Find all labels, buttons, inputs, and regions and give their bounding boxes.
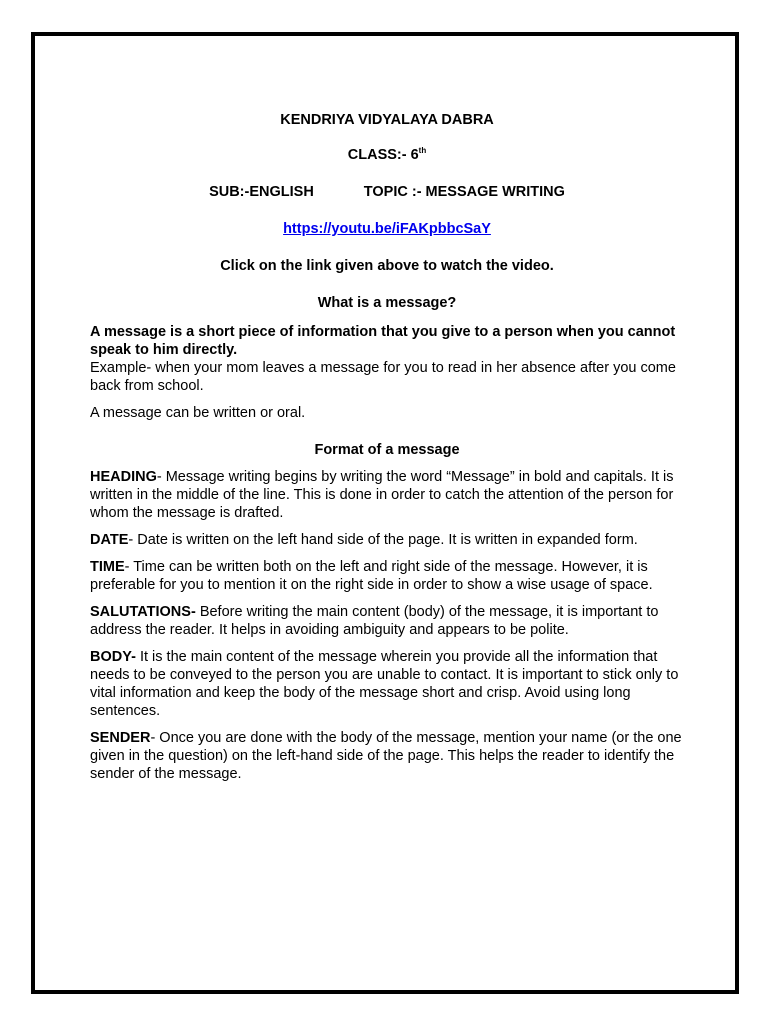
section-text: - Time can be written both on the left and right side of the message. However, it is preferable for you to mention it on the right side in order to show a wise usage of space.	[90, 559, 653, 593]
section-text: - Message writing begins by writing the word “Message” in bold and capitals. It is written in the middle of the line. This is done in order to catch the attention of the person for whom the message is drafted.	[90, 469, 674, 521]
format-heading: Format of a message	[314, 442, 460, 458]
instruction-text: Click on the link given above to watch the video.	[220, 258, 554, 274]
section-text: - Once you are done with the body of the message, mention your name (or the one given in the question) on the left-hand side of the page. This helps the reader to identify the sender of the message.	[90, 730, 682, 782]
section-text: - Date is written on the left hand side of the page. It is written in expanded form.	[128, 532, 638, 548]
section-text: Before writing the main content (body) of the message, it is important to address the reader. It helps in avoiding ambiguity and appears to be polite.	[90, 604, 659, 638]
section-term: BODY-	[90, 649, 136, 665]
section-term: TIME	[90, 559, 125, 575]
format-section-heading	[90, 468, 684, 522]
section-question: What is a message?	[317, 295, 457, 311]
format-section-time	[90, 558, 684, 594]
video-link-line	[90, 220, 684, 238]
school-name: KENDRIYA VIDYALAYA DABRA	[280, 112, 494, 128]
subject-label: SUB:-ENGLISH	[209, 184, 314, 200]
document-body	[90, 111, 684, 792]
section-term: SALUTATIONS-	[90, 604, 196, 620]
section-term: HEADING	[90, 469, 157, 485]
subject-topic-line	[90, 183, 684, 201]
video-link[interactable]: https://youtu.be/iFAKpbbcSaY	[283, 221, 491, 237]
format-section-sender	[90, 729, 684, 783]
class-label: CLASS:- 6	[347, 147, 419, 163]
format-section-body	[90, 648, 684, 720]
section-text: It is the main content of the message wherein you provide all the information that needs to be conveyed to the person you are unable to contact. It is important to stick only to vital information and keep the body of the message short and crisp. Avoid using long sentences.	[90, 649, 679, 719]
format-section-date	[90, 531, 684, 549]
message-types: A message can be written or oral.	[90, 405, 306, 421]
message-example: Example- when your mom leaves a message for you to read in her absence after you come back from school.	[90, 360, 676, 394]
message-definition: A message is a short piece of information that you give to a person when you cannot speak to him directly.	[90, 324, 676, 358]
class-line	[90, 146, 684, 164]
section-term: SENDER	[90, 730, 151, 746]
format-section-salutations	[90, 603, 684, 639]
section-term: DATE	[90, 532, 129, 548]
topic-label: TOPIC :- MESSAGE WRITING	[363, 184, 565, 200]
class-suffix: th	[418, 146, 427, 155]
